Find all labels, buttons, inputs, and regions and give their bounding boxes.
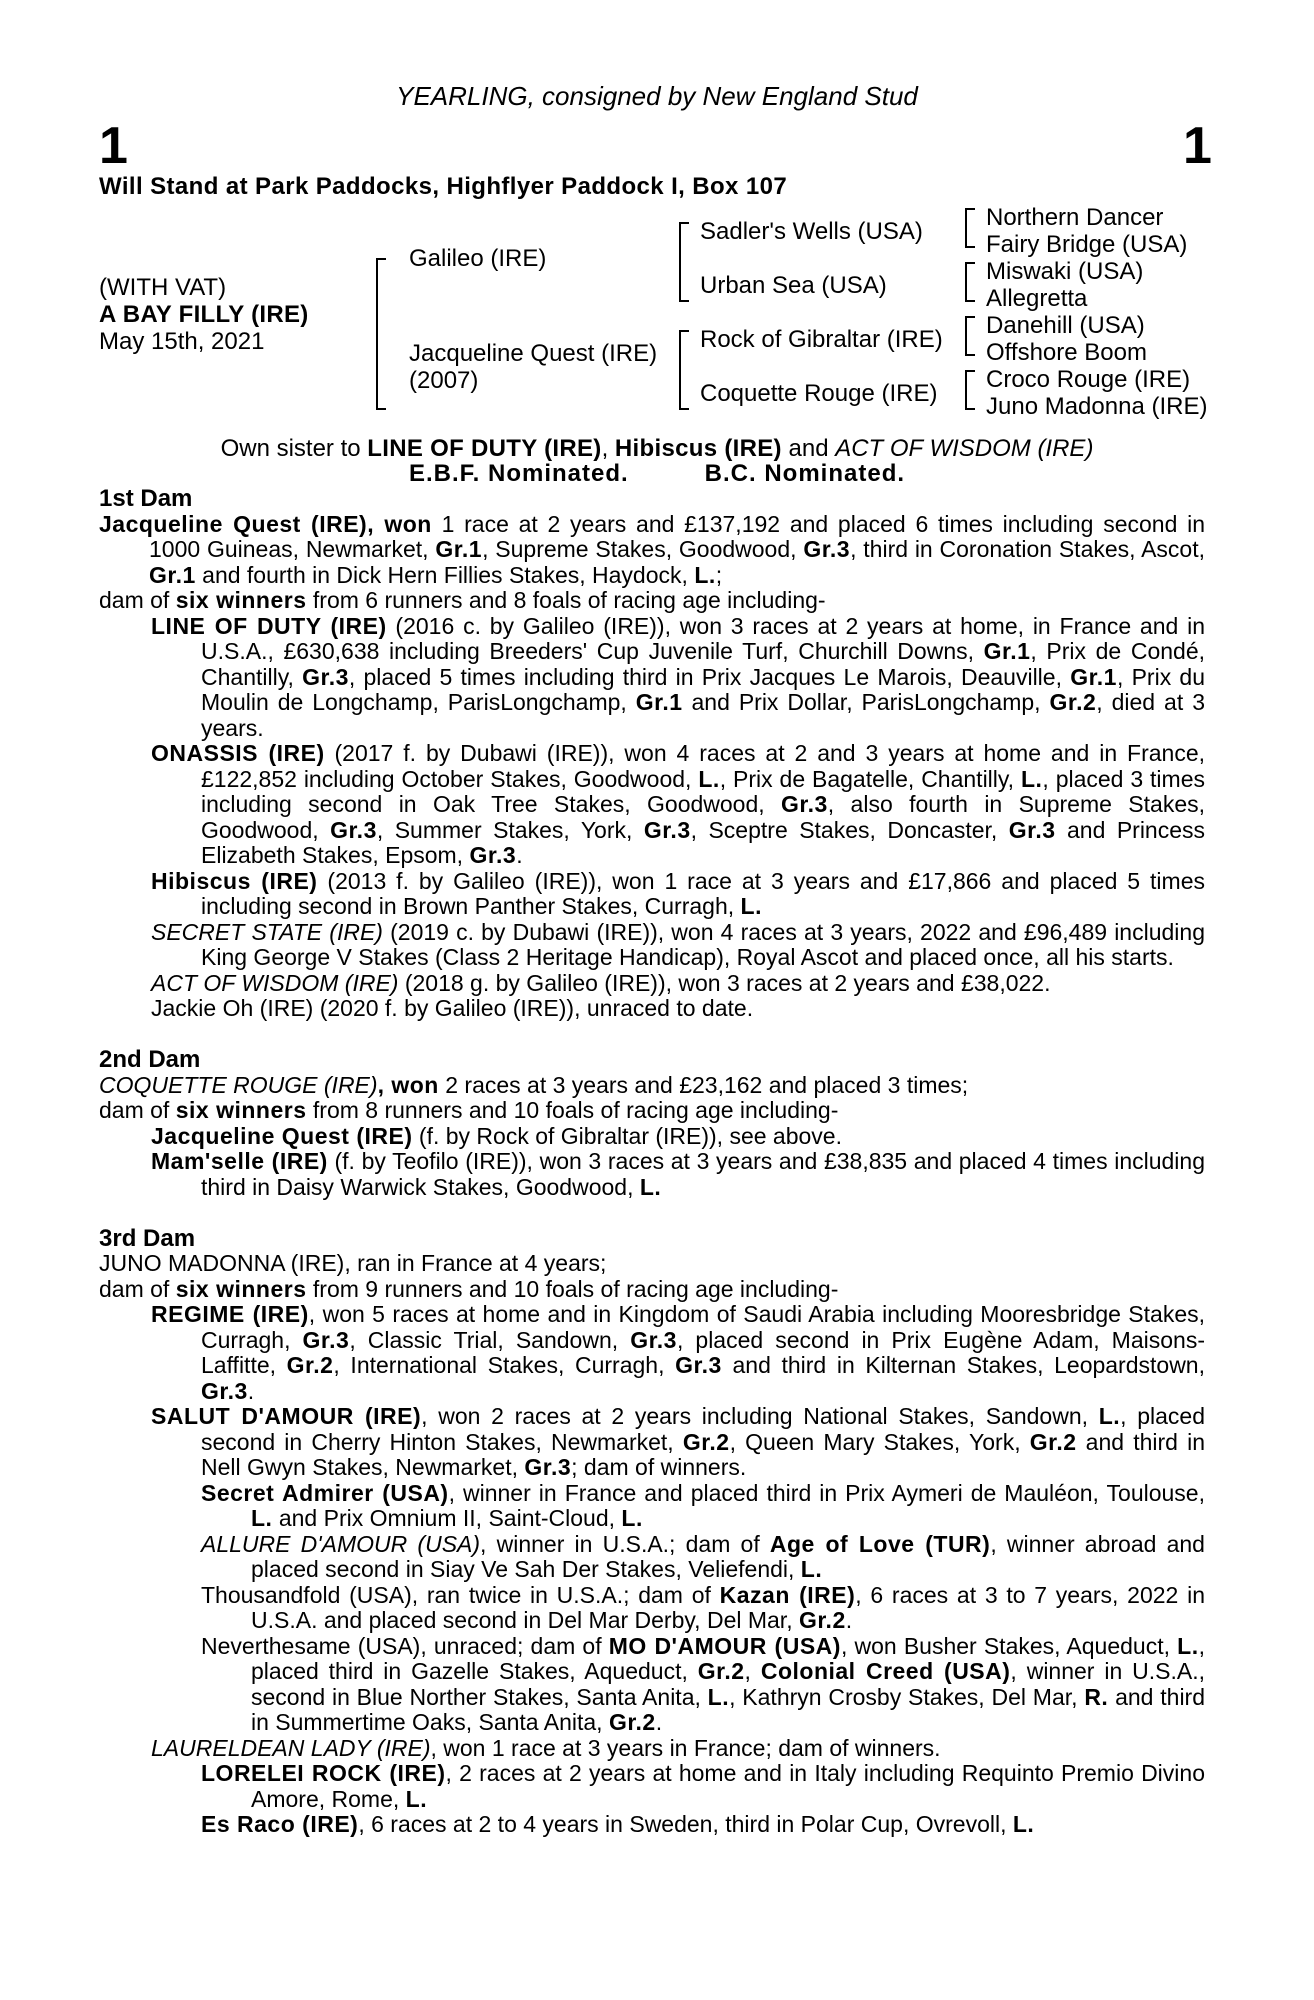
- pedigree-sire: Galileo (IRE): [409, 245, 547, 272]
- first-dam-produce: dam of six winners from 6 runners and 8 foals of racing age including-: [99, 587, 826, 613]
- brace-dd: [965, 370, 975, 410]
- lot-number-left: 1: [99, 117, 128, 175]
- ebf-nomination: E.B.F. Nominated.: [408, 460, 629, 487]
- progeny-hibiscus: Hibiscus (IRE) (2013 f. by Galileo (IRE)), won 1 race at 3 years and £17,866 and placed 5 times including second in Brown Panther Stakes, Curragh, L.: [151, 867, 1205, 919]
- pedigree-dss: Danehill (USA): [986, 312, 1145, 339]
- progeny-line-of-duty: LINE OF DUTY (IRE) (2016 c. by Galileo (IRE)), won 3 races at 2 years at home, in France and in U.S.A., £630,638 including Breeders' Cup Juvenile Turf, Churchill Downs, Gr.1, Prix de Condé, Chantilly, Gr.3, placed 5 times including third in Prix Jacques Le Marois, Deauville, Gr.1, Prix du Moulin de Longchamp, ParisLongchamp, Gr.1 and Prix Dollar, ParisLongchamp, Gr.2, died at 3 years.: [151, 612, 1206, 741]
- third-dam-produce: dam of six winners from 9 runners and 10 foals of racing age including-: [99, 1275, 839, 1302]
- progeny-jackie-oh: Jackie Oh (IRE) (2020 f. by Galileo (IRE)), unraced to date.: [151, 995, 754, 1021]
- brace-sd: [965, 262, 975, 302]
- progeny-secret-state: SECRET STATE (IRE) (2019 c. by Dubawi (IRE)), won 4 races at 3 years, 2022 and £96,489 including King George V Stakes (Class 2 Heritage Handicap), Royal Ascot and placed once, all his starts.: [151, 918, 1205, 970]
- pedigree-dds: Croco Rouge (IRE): [986, 366, 1191, 393]
- progeny-lorelei-rock: LORELEI ROCK (IRE), 2 races at 2 years at home and in Italy including Requinto Premio Divino Amore, Rome, L.: [201, 1760, 1205, 1812]
- catalogue-body: [99, 486, 1205, 1838]
- pedigree-ssd: Fairy Bridge (USA): [986, 231, 1188, 258]
- nominations: [0, 461, 1314, 487]
- pedigree-ss: Sadler's Wells (USA): [700, 218, 923, 245]
- progeny-onassis: ONASSIS (IRE) (2017 f. by Dubawi (IRE)), won 4 races at 2 and 3 years at home and in France, £122,852 including October Stakes, Goodwood, L., Prix de Bagatelle, Chantilly, L., placed 3 times including second in Oak Tree Stakes, Goodwood, Gr.3, also fourth in Supreme Stakes, Goodwood, Gr.3, Summer Stakes, York, Gr.3, Sceptre Stakes, Doncaster, Gr.3 and Princess Elizabeth Stakes, Epsom, Gr.3.: [151, 740, 1206, 868]
- progeny-jacqueline-quest: Jacqueline Quest (IRE) (f. by Rock of Gibraltar (IRE)), see above.: [151, 1122, 842, 1149]
- page-subtitle: YEARLING, consigned by New England Stud: [396, 81, 918, 111]
- lot-number-right: 1: [1183, 117, 1212, 175]
- second-dam-entry: COQUETTE ROUGE (IRE), won 2 races at 3 years and £23,162 and placed 3 times;: [99, 1071, 969, 1098]
- progeny-secret-admirer: Secret Admirer (USA), winner in France and placed third in Prix Aymeri de Mauléon, Toulouse, L. and Prix Omnium II, Saint-Cloud, L.: [201, 1479, 1205, 1531]
- section-third-dam: 3rd Dam: [99, 1224, 196, 1252]
- sister-line: Own sister to LINE OF DUTY (IRE), Hibiscus (IRE) and ACT OF WISDOM (IRE): [220, 435, 1094, 462]
- pedigree-sds: Miswaki (USA): [986, 258, 1144, 285]
- pedigree-sdd: Allegretta: [986, 285, 1088, 312]
- pedigree-ds: Rock of Gibraltar (IRE): [700, 326, 943, 353]
- pedigree-sd: Urban Sea (USA): [700, 272, 887, 299]
- pedigree-dam: Jacqueline Quest (IRE): [409, 340, 658, 367]
- brace-ds: [965, 316, 975, 356]
- progeny-salut-damour: SALUT D'AMOUR (IRE), won 2 races at 2 years including National Stakes, Sandown, L., placed second in Cherry Hinton Stakes, Newmarket, Gr.2, Queen Mary Stakes, York, Gr.2 and third in Nell Gwyn Stakes, Newmarket, Gr.3; dam of winners.: [151, 1403, 1205, 1480]
- stand-location: Will Stand at Park Paddocks, Highflyer Paddock I, Box 107: [99, 173, 788, 200]
- pedigree-dam-year: (2007): [409, 367, 479, 394]
- second-dam-produce: dam of six winners from 8 runners and 10 foals of racing age including-: [99, 1097, 839, 1123]
- progeny-es-raco: Es Raco (IRE), 6 races at 2 to 4 years in Sweden, third in Polar Cup, Ovrevoll, L.: [201, 1811, 1035, 1837]
- section-second-dam: 2nd Dam: [99, 1046, 201, 1073]
- pedigree-dd: Coquette Rouge (IRE): [700, 380, 938, 407]
- progeny-thousandfold: Thousandfold (USA), ran twice in U.S.A.; dam of Kazan (IRE), 6 races at 3 to 7 years, 2022 in U.S.A. and placed second in Del Mar Derby, Del Mar, Gr.2.: [201, 1581, 1205, 1633]
- progeny-allure-damour: ALLURE D'AMOUR (USA), winner in U.S.A.; dam of Age of Love (TUR), winner abroad and placed second in Siay Ve Sah Der Stakes, Veliefendi, L.: [201, 1530, 1205, 1582]
- horse-name: A BAY FILLY (IRE): [99, 301, 309, 328]
- foaling-date: May 15th, 2021: [99, 328, 265, 355]
- third-dam-entry: JUNO MADONNA (IRE), ran in France at 4 years;: [99, 1250, 607, 1276]
- pedigree-dsd: Offshore Boom: [986, 339, 1147, 366]
- pedigree-sss: Northern Dancer: [986, 204, 1164, 231]
- brace-ss: [965, 208, 975, 248]
- progeny-laureldean-lady: LAURELDEAN LADY (IRE), won 1 race at 3 years in France; dam of winners.: [151, 1734, 941, 1761]
- brace-dam: [679, 330, 689, 410]
- section-first-dam: 1st Dam: [99, 485, 193, 512]
- brace-sire: [679, 222, 689, 302]
- progeny-mamselle: Mam'selle (IRE) (f. by Teofilo (IRE)), won 3 races at 3 years and £38,835 and placed 4 times including third in Daisy Warwick Stakes, Goodwood, L.: [151, 1148, 1206, 1200]
- first-dam-entry: Jacqueline Quest (IRE), won 1 race at 2 years and £137,192 and placed 6 times including second in 1000 Guineas, Newmarket, Gr.1, Supreme Stakes, Goodwood, Gr.3, third in Coronation Stakes, Ascot, Gr.1 and fourth in Dick Hern Fillies Stakes, Haydock, L.;: [99, 510, 1205, 588]
- brace-gen1: [376, 258, 386, 410]
- progeny-neverthesame: Neverthesame (USA), unraced; dam of MO D'AMOUR (USA), won Busher Stakes, Aqueduct, L., placed third in Gazelle Stakes, Aqueduct, Gr.2, Colonial Creed (USA), winner in U.S.A., second in Blue Norther Stakes, Santa Anita, L., Kathryn Crosby Stakes, Del Mar, R. and third in Summertime Oaks, Santa Anita, Gr.2.: [201, 1632, 1206, 1735]
- progeny-regime: REGIME (IRE), won 5 races at home and in Kingdom of Saudi Arabia including Mooresbridge Stakes, Curragh, Gr.3, Classic Trial, Sandown, Gr.3, placed second in Prix Eugène Adam, Maisons-Laffitte, Gr.2, International Stakes, Curragh, Gr.3 and third in Kilternan Stakes, Leopardstown, Gr.3.: [151, 1301, 1206, 1404]
- pedigree-ddd: Juno Madonna (IRE): [986, 393, 1208, 420]
- vat-note: (WITH VAT): [99, 274, 227, 301]
- bc-nomination: B.C. Nominated.: [704, 460, 906, 487]
- progeny-act-of-wisdom: ACT OF WISDOM (IRE) (2018 g. by Galileo (IRE)), won 3 races at 2 years and £38,022.: [151, 969, 1051, 996]
